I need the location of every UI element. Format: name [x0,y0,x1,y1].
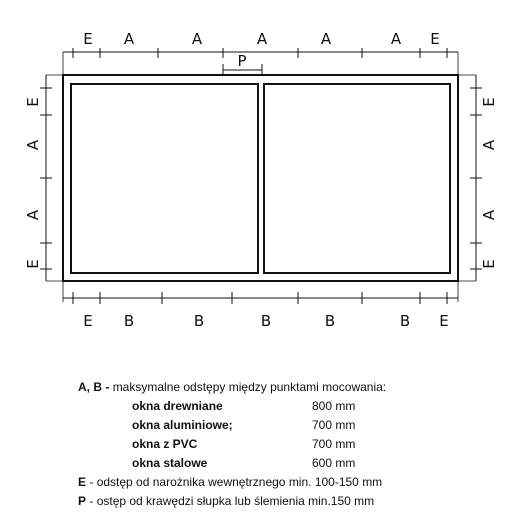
bottom-label: B [193,312,205,330]
top-label: E [83,30,93,48]
material-value: 700 mm [312,418,356,432]
top-label: A [256,30,268,48]
left-sash [71,84,258,273]
material-value: 600 mm [312,456,356,470]
top-label: A [320,30,332,48]
bottom-label: B [260,312,272,330]
legend-ab-text: maksymalne odstępy między punktami mocowania: [112,380,387,394]
material-name: okna stalowe [132,456,208,470]
left-label: A [24,209,42,221]
right-label: A [480,209,498,221]
left-label: E [24,97,42,107]
material-name: okna aluminiowe; [132,418,233,432]
bottom-label: B [324,312,336,330]
legend-ab-key: A, B - [78,380,110,394]
material-name: okna drewniane [132,399,223,413]
outer-frame [63,75,458,281]
legend-material-row [78,397,518,416]
material-value: 700 mm [312,437,356,451]
left-label: E [24,259,42,269]
right-dimension-line [458,75,482,281]
right-label: E [480,97,498,107]
top-label: A [123,30,135,48]
right-sash [264,84,450,273]
legend-material-row [78,454,518,473]
top-label: E [430,30,440,48]
bottom-labels [83,312,448,330]
legend-e-key: E [78,475,87,489]
top-dimension-line [63,48,458,75]
material-name: okna z PVC [132,437,198,451]
top-label: A [390,30,402,48]
left-label: A [24,139,42,151]
right-label: A [480,139,498,151]
legend-e-text: - odstęp od narożnika wewnętrznego min. 100-150 mm [89,475,383,489]
legend-p-row [78,492,518,511]
bottom-label: E [83,312,93,330]
bottom-label: B [399,312,411,330]
post-label: P [237,52,247,70]
top-label: A [191,30,203,48]
legend [78,378,518,511]
bottom-dimension-line [63,281,458,304]
material-value: 800 mm [312,399,356,413]
legend-p-key: P [78,494,87,508]
legend-p-text: - ostęp od krawędzi słupka lub ślemienia min.150 mm [89,494,375,508]
legend-ab-row [78,378,518,397]
bottom-label: B [123,312,135,330]
legend-material-row [78,435,518,454]
left-dimension-line [40,75,63,281]
right-label: E [480,259,498,269]
bottom-label: E [439,312,449,330]
left-labels [24,97,42,268]
top-labels [83,30,439,48]
right-labels [480,97,498,268]
legend-material-row [78,416,518,435]
legend-e-row [78,473,518,492]
